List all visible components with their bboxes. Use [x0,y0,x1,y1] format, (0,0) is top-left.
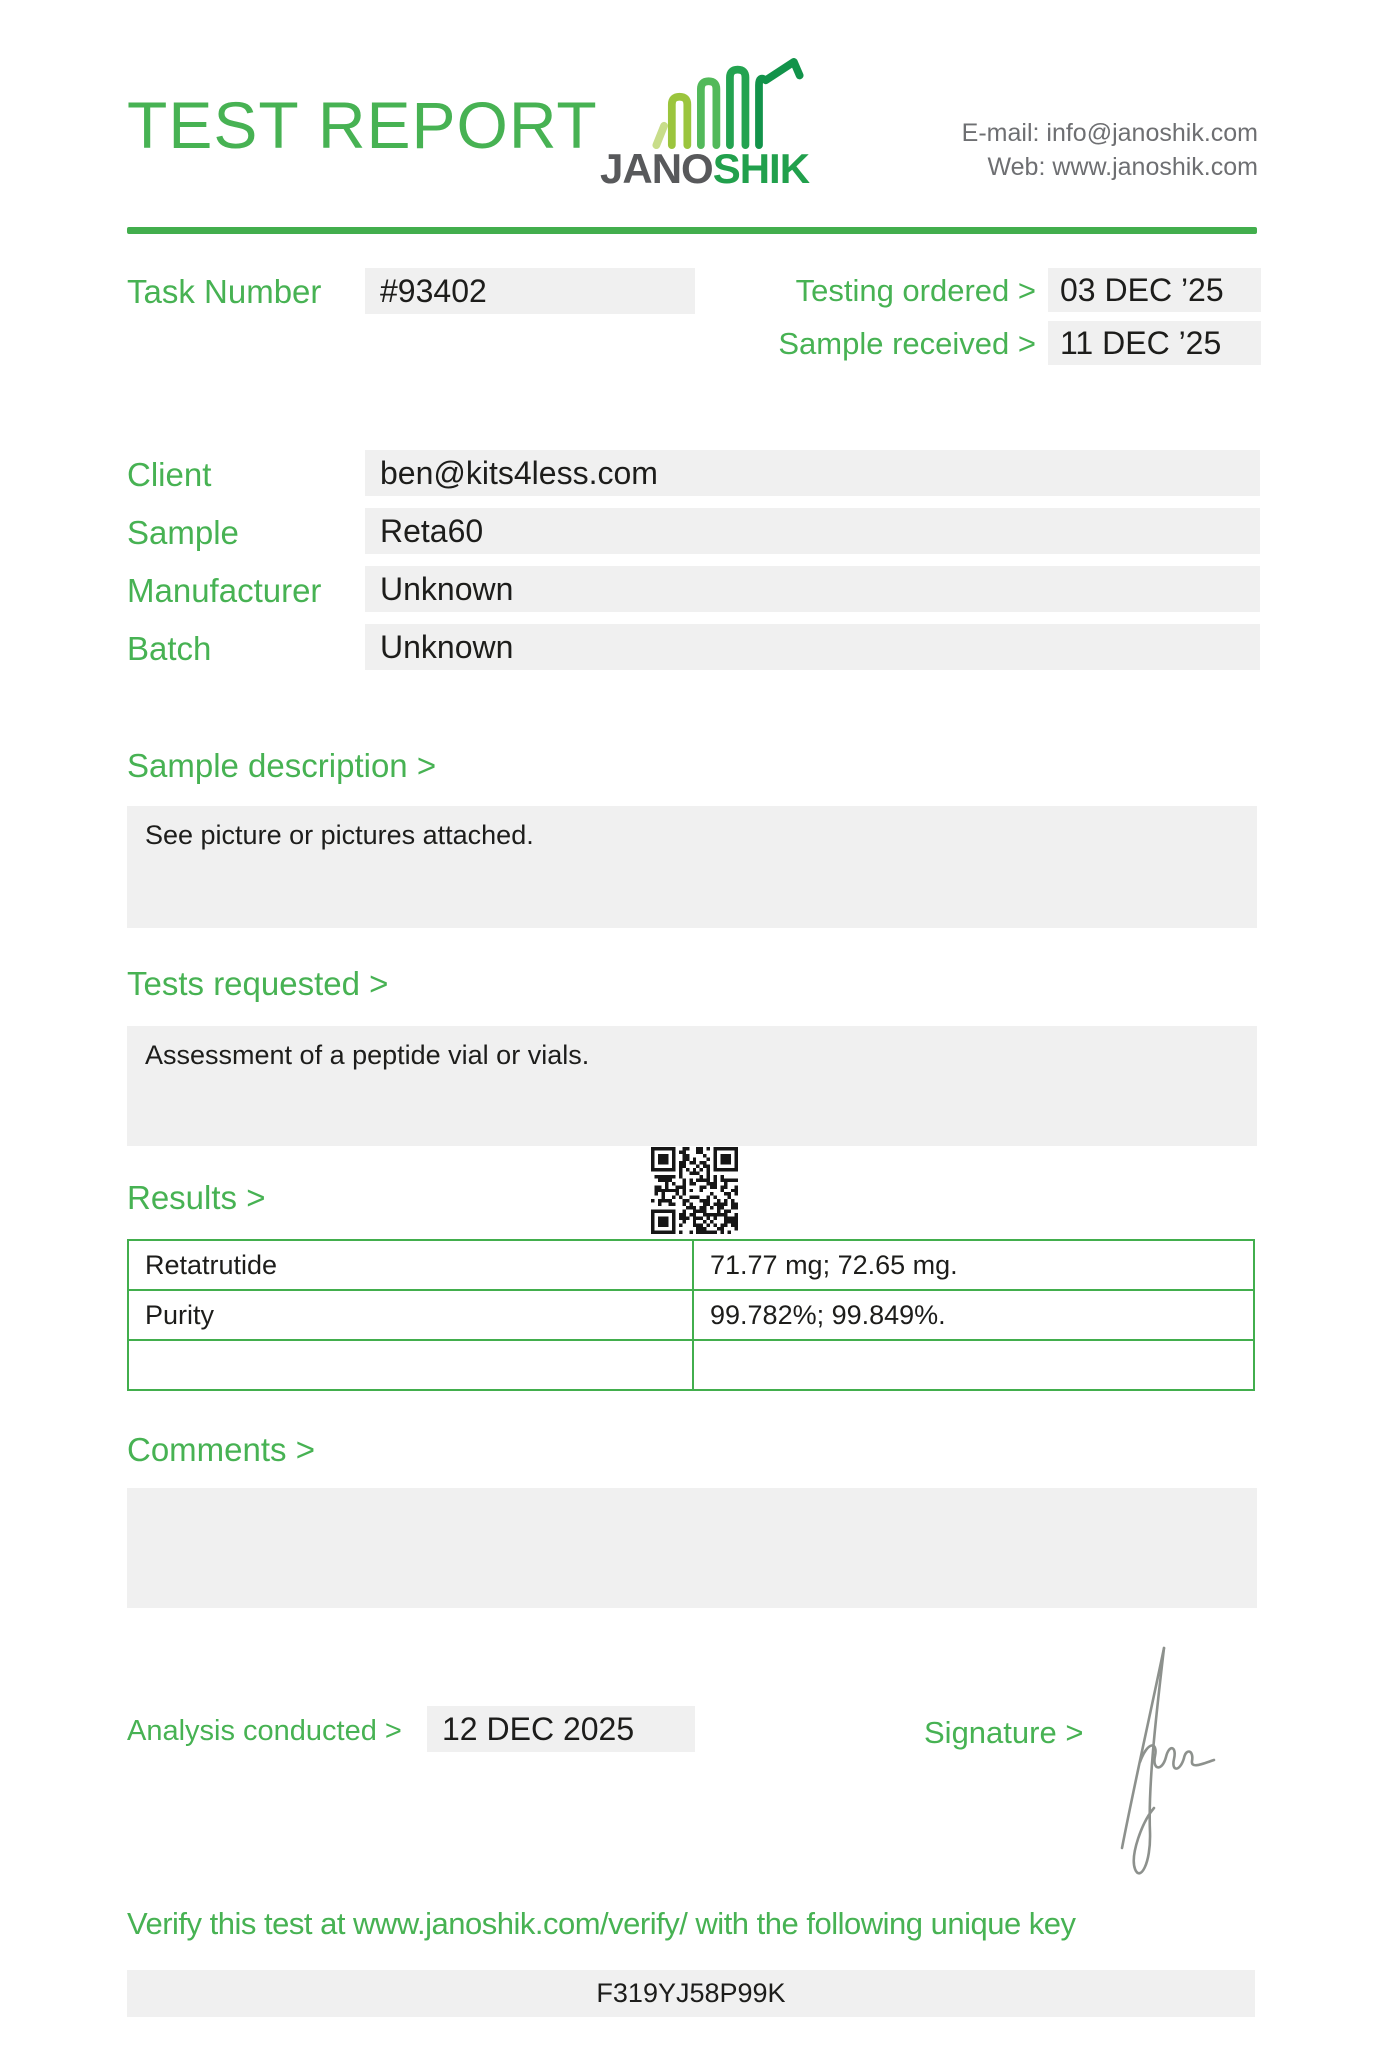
analysis-conducted-value: 12 DEC 2025 [427,1706,695,1752]
tests-requested-box: Assessment of a peptide vial or vials. [127,1026,1257,1146]
comments-box [127,1488,1257,1608]
result-row-name: Purity [129,1289,692,1339]
result-row-value [692,1339,1253,1389]
sample-received-label: Sample received > [778,326,1036,361]
contact-info [962,116,1258,184]
result-row-name [129,1339,692,1389]
verify-instruction: Verify this test at www.janoshik.com/verify/ with the following unique key [127,1906,1076,1941]
sample-description-box: See picture or pictures attached. [127,806,1257,928]
sample-description-title: Sample description > [127,747,437,784]
task-number-label: Task Number [127,273,322,310]
client-label: Client [127,456,212,493]
client-value: ben@kits4less.com [365,450,1260,496]
web-value: www.janoshik.com [1052,153,1258,181]
task-number-value: #93402 [365,268,695,314]
page-title: TEST REPORT [127,88,598,162]
logo-chart-icon [648,58,808,150]
brand-name-gray: JANO [600,145,713,192]
manufacturer-label: Manufacturer [127,572,322,609]
testing-ordered-label: Testing ordered > [795,273,1036,308]
email-value: info@janoshik.com [1046,119,1258,147]
sample-received-value: 11 DEC ’25 [1048,321,1261,365]
manufacturer-value: Unknown [365,566,1260,612]
result-row-value: 99.782%; 99.849%. [692,1289,1253,1339]
batch-label: Batch [127,630,212,667]
result-row-name: Retatrutide [145,1250,278,1280]
testing-ordered-value: 03 DEC ’25 [1048,268,1261,312]
verify-key: F319YJ58P99K [127,1970,1255,2017]
web-label: Web: [987,153,1046,181]
batch-value: Unknown [365,624,1260,670]
brand-name-green: SHIK [712,145,810,192]
sample-value: Reta60 [365,508,1260,554]
analysis-conducted-label: Analysis conducted > [127,1715,402,1747]
brand-wordmark [600,145,810,192]
tests-requested-title: Tests requested > [127,965,389,1002]
email-label: E-mail: [961,119,1040,147]
results-table [127,1239,1255,1391]
signature-label: Signature > [924,1715,1084,1750]
results-title: Results > [127,1179,266,1216]
comments-title: Comments > [127,1431,315,1468]
result-row-value: 71.77 mg; 72.65 mg. [692,1241,1253,1289]
qr-code [651,1147,738,1234]
signature-image [1112,1636,1222,1886]
contact-email-line [962,116,1258,150]
contact-web-line [962,150,1258,184]
sample-label: Sample [127,514,239,551]
header-divider [127,227,1257,234]
